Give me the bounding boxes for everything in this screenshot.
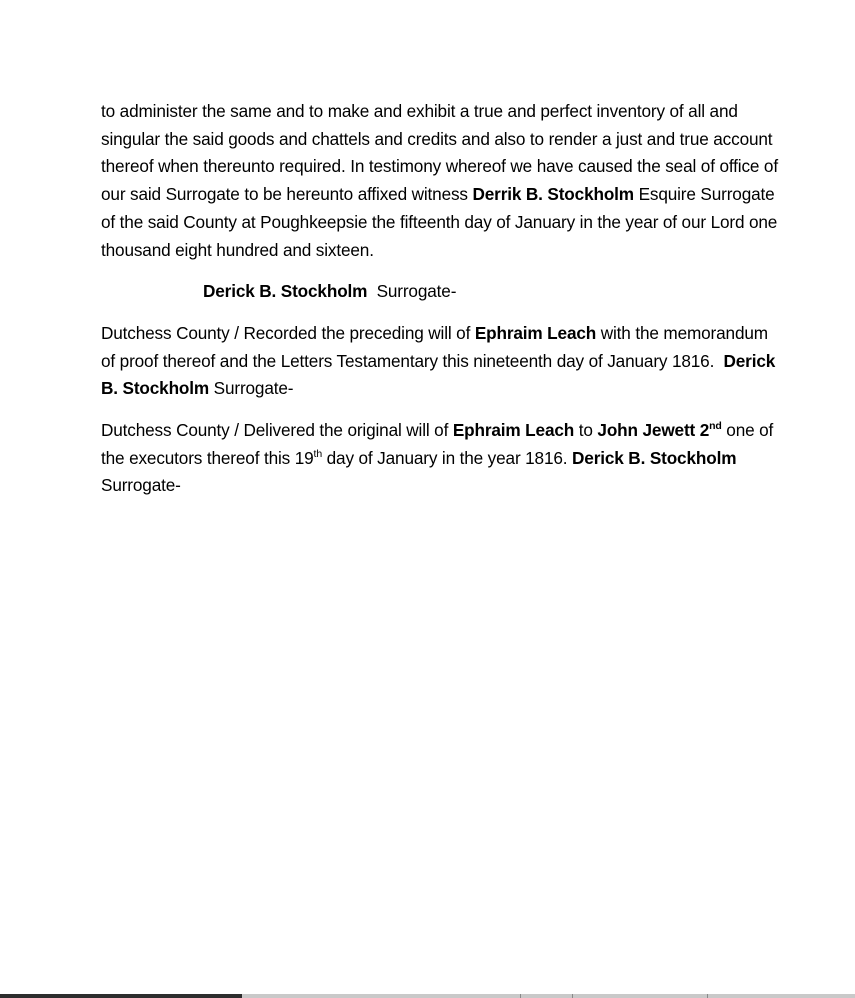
surrogate-name: Derick B. Stockholm	[572, 447, 737, 468]
paragraph-text: one of the executors thereof this 19	[101, 420, 774, 468]
signature-line	[101, 278, 781, 306]
paragraph-text: to administer the same and to make and exhibit a true and perfect inventory of all and singular the said goods and chattels and credits and also to render a just and true account thereof when thereunto required. In testimony whereof we have caused the seal of office of our said Surrogate to be hereunto affixed witness	[101, 101, 778, 205]
paragraph-text: Dutchess County / Recorded the preceding will of	[101, 322, 475, 343]
paragraph-text: Surrogate-	[209, 378, 294, 399]
paragraph-letters-testamentary	[101, 98, 781, 264]
paragraph-text: to	[574, 420, 598, 441]
testator-name: Ephraim Leach	[474, 322, 597, 343]
status-bar-divider	[520, 994, 521, 998]
paragraph-text: day of January in the year 1816.	[322, 447, 573, 468]
signature-name: Derick B. Stockholm	[203, 281, 368, 302]
paragraph-text: Surrogate-	[101, 447, 746, 496]
ordinal-suffix: nd	[709, 420, 722, 433]
executor-name	[597, 420, 721, 440]
status-bar-left-segment	[0, 994, 242, 998]
ordinal-suffix: th	[313, 447, 323, 460]
status-bar-divider	[572, 994, 573, 998]
status-bar	[0, 994, 855, 998]
testator-name: Ephraim Leach	[452, 420, 575, 441]
executor-name-text: John Jewett 2	[597, 420, 710, 441]
paragraph-text: with the memorandum of proof thereof and the Letters Testamentary this nineteenth day of January 1816.	[101, 322, 773, 371]
paragraph-recorded	[101, 320, 781, 403]
paragraph-text: Esquire Surrogate of the said County at Poughkeepsie the fifteenth day of January in the year of our Lord one thousand eight hundred and sixteen.	[101, 184, 778, 260]
surrogate-name: Derrik B. Stockholm	[472, 184, 634, 205]
paragraph-text: Dutchess County / Delivered the original will of	[101, 420, 453, 441]
status-bar-divider	[707, 994, 708, 998]
document-body[interactable]	[101, 98, 781, 500]
signature-title: Surrogate-	[367, 281, 457, 302]
surrogate-name: Derick B. Stockholm	[101, 350, 776, 399]
paragraph-delivered	[101, 417, 781, 500]
